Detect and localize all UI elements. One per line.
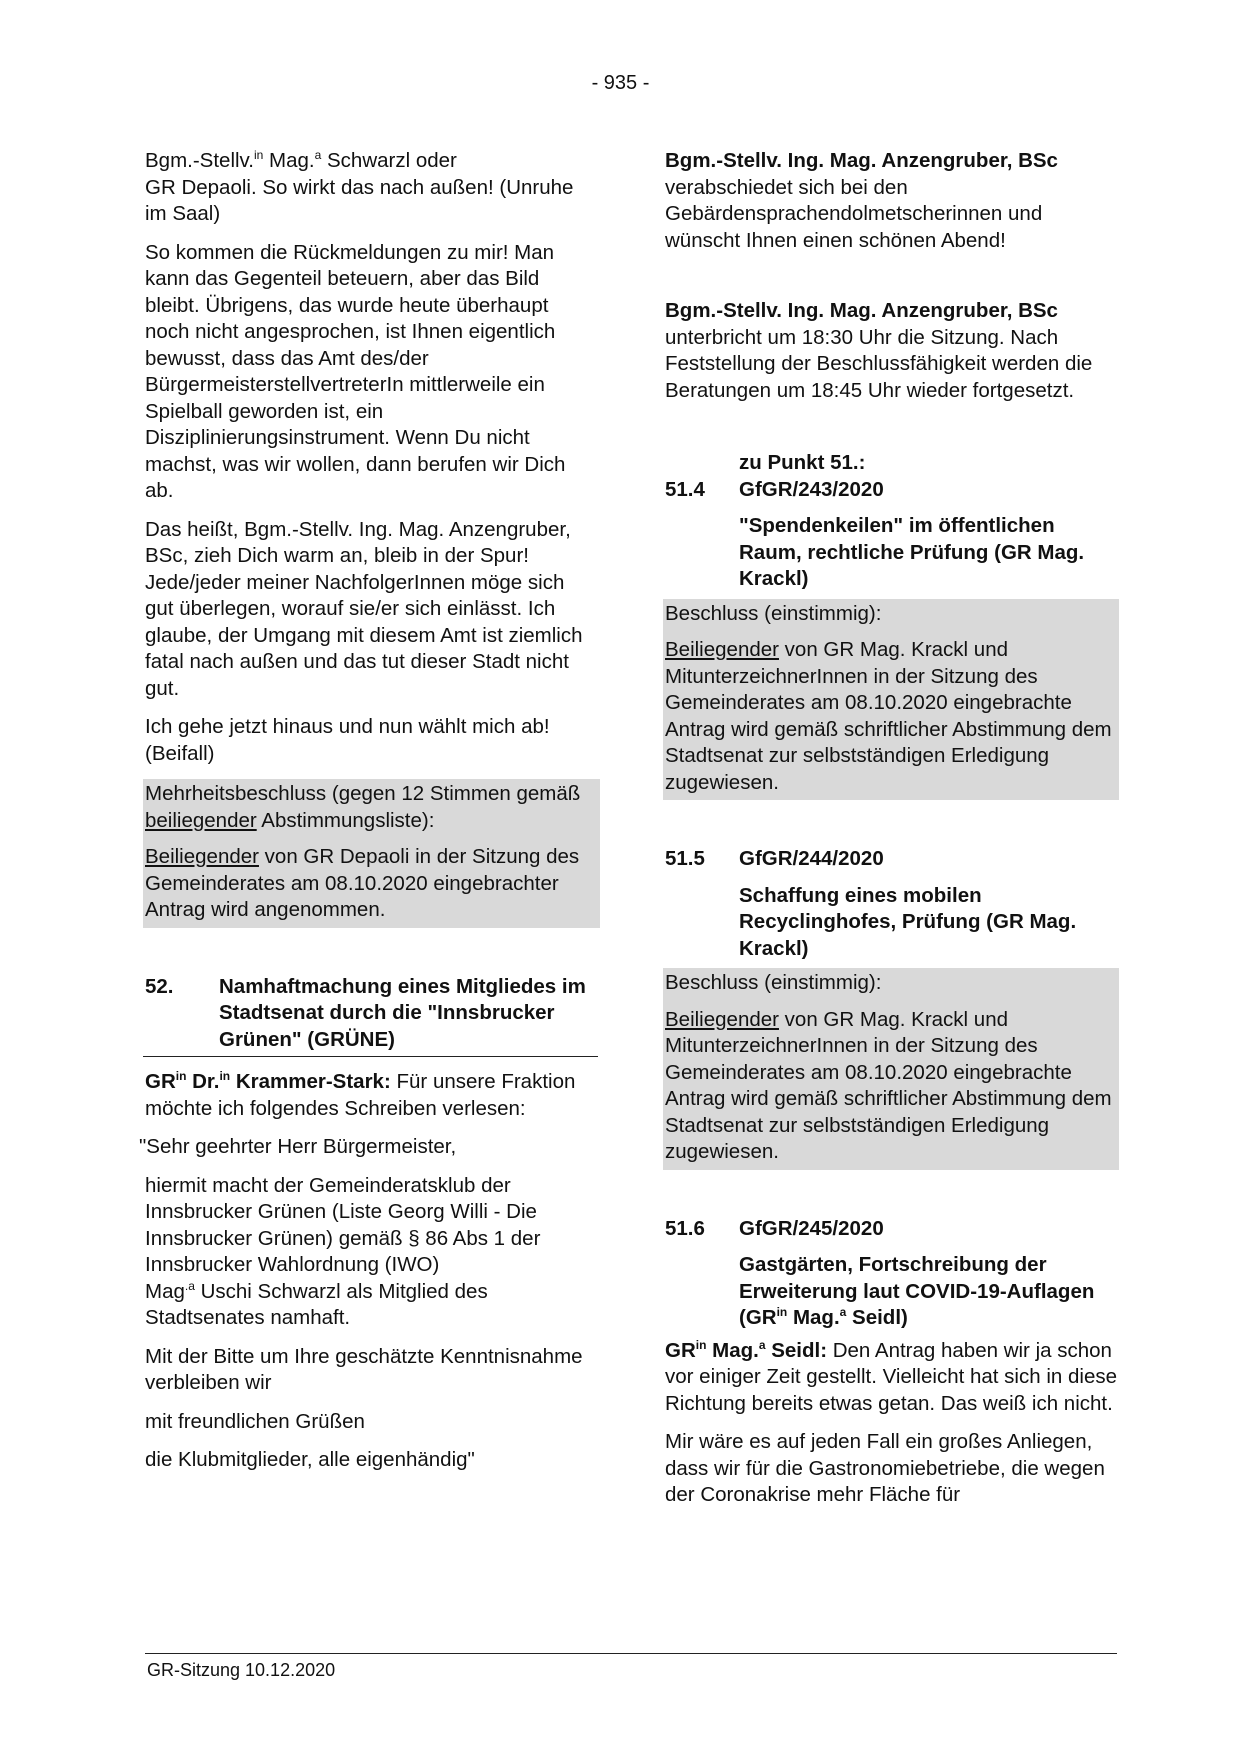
footer-session-date: GR-Sitzung 10.12.2020: [147, 1660, 336, 1680]
paragraph: Ich gehe jetzt hinaus und nun wählt mich ab! (Beifall): [145, 715, 550, 765]
speaker-paragraph: $GR^{in}$ Mag.$^a$ Seidl: Den Antrag haben wir ja schon vor einiger Zeit gestellt. Vielleicht hat sich in diese Richtung bereits etwas getan. Das weiß ich nicht.: [665, 1337, 1117, 1415]
letter-signature: die Klubmitglieder, alle eigenhändig": [145, 1448, 475, 1471]
agenda-item-52-heading: [143, 974, 598, 1058]
agenda-item-code: GfGR/245/2020: [739, 1216, 884, 1240]
decision-result: Beiliegender von GR Mag. Krackl und MitunterzeichnerInnen in der Sitzung des Gemeinderates am 08.10.2020 eingebrachte Antrag wird gemäß schriftlicher Abstimmung dem Stadtsenat zur selbstständigen Erledigung zugewiesen.: [665, 1007, 1112, 1163]
speaker-name: Bgm.-Stellv. Ing. Mag. Anzengruber, BSc: [665, 149, 1058, 172]
footer-divider: [145, 1653, 1117, 1654]
agenda-item-number: 52.: [145, 974, 174, 998]
left-column: [139, 148, 598, 1486]
speaker-name: Bgm.-Stellv. Ing. Mag. Anzengruber, BSc: [665, 299, 1058, 322]
decision-label: Beschluss (einstimmig):: [665, 601, 882, 625]
letter-paragraph: Mit der Bitte um Ihre geschätzte Kenntnisnahme verbleiben wir: [145, 1344, 583, 1394]
right-column: [665, 148, 1117, 1521]
speaker-name: $GR^{in}$ Dr.$^{in}$ Krammer-Stark:: [145, 1069, 391, 1093]
decision-result: Beiliegender von GR Depaoli in der Sitzung des Gemeinderates am 08.10.2020 eingebrachter Antrag wird angenommen.: [145, 845, 580, 921]
agenda-item-title: Schaffung eines mobilen Recyclinghofes, Prüfung (GR Mag. Krackl): [739, 883, 1077, 960]
paragraph: Bgm.-Stellv. Ing. Mag. Anzengruber, BSc unterbricht um 18:30 Uhr die Sitzung. Nach Feststellung der Beschlussfähigkeit werden die Beratungen um 18:45 Uhr wieder fortgesetzt.: [665, 299, 1093, 402]
decision-box: [143, 779, 600, 928]
paragraph: Mir wäre es auf jeden Fall ein großes Anliegen, dass wir für die Gastronomiebetriebe, die wegen der Coronakrise mehr Fläche für: [665, 1430, 1105, 1506]
decision-box: [663, 599, 1119, 801]
speaker-paragraph: $GR^{in}$ Dr.$^{in}$ Krammer-Stark: Für unsere Fraktion möchte ich folgendes Schreiben verlesen:: [145, 1069, 576, 1120]
agenda-item-51-6-heading: [665, 1216, 1117, 1243]
agenda-item-code: GfGR/244/2020: [739, 847, 884, 870]
speaker-name: $GR^{in}$ Mag.$^a$ Seidl:: [665, 1337, 828, 1362]
paragraph: Bgm.-Stellv.$^{in}$ Mag.$^a$ Schwarzl oder GR Depaoli. So wirkt das nach außen! (Unruhe im Saal): [145, 148, 574, 225]
page-number: - 935 -: [591, 72, 650, 94]
decision-result: Beiliegender von GR Mag. Krackl und MitunterzeichnerInnen in der Sitzung des Gemeinderates am 08.10.2020 eingebrachte Antrag wird gemäß schriftlicher Abstimmung dem Stadtsenat zur selbstständigen Erledigung zugewiesen.: [665, 638, 1112, 794]
agenda-item-number: 51.4: [665, 477, 705, 501]
agenda-item-title: Gastgärten, Fortschreibung der Erweiterung laut COVID-19-Auflagen ($GR^{in}$ Mag.$^a$ Seidl): [739, 1253, 1095, 1329]
agenda-item-reference: zu Punkt 51.:: [739, 451, 866, 474]
agenda-item-code: GfGR/243/2020: [739, 477, 884, 501]
paragraph: So kommen die Rückmeldungen zu mir! Man kann das Gegenteil beteuern, aber das Bild bleibt. Übrigens, das wurde heute überhaupt noch nicht angesprochen, ist Ihnen eigentlich bewusst, dass das Amt des/der BürgermeisterstellvertreterIn mittlerweile ein Spielball geworden ist, ein Disziplinierungsinstrument. Wenn Du nicht machst, was wir wollen, dann berufen wir Dich ab.: [145, 240, 566, 502]
letter-salutation: "Sehr geehrter Herr Bürgermeister,: [139, 1135, 457, 1158]
agenda-item-51-5-heading: [665, 846, 1117, 873]
agenda-item-51-4-heading: [665, 450, 1117, 503]
letter-closing: mit freundlichen Grüßen: [145, 1409, 365, 1433]
paragraph: Das heißt, Bgm.-Stellv. Ing. Mag. Anzengruber, BSc, zieh Dich warm an, bleib in der Spur! Jede/jeder meiner NachfolgerInnen möge sich gut überlegen, worauf sie/er sich einlässt. Ich glaube, der Umgang mit diesem Amt ist ziemlich fatal nach außen und das tut dieser Stadt nicht gut.: [145, 517, 583, 700]
agenda-item-title: "Spendenkeilen" im öffentlichen Raum, rechtliche Prüfung (GR Mag. Krackl): [739, 514, 1085, 590]
paragraph: Bgm.-Stellv. Ing. Mag. Anzengruber, BSc verabschiedet sich bei den Gebärdensprachendolmetscherinnen und wünscht Ihnen einen schönen Abend!: [665, 149, 1058, 252]
decision-label: Beschluss (einstimmig):: [665, 971, 882, 994]
agenda-item-number: 51.6: [665, 1216, 705, 1240]
decision-box: [663, 968, 1119, 1170]
agenda-item-title: Namhaftmachung eines Mitgliedes im Stadtsenat durch die "Innsbrucker Grünen" (GRÜNE): [219, 974, 586, 1051]
letter-paragraph: hiermit macht der Gemeinderatsklub der Innsbrucker Grünen (Liste Georg Willi - Die Innsbrucker Grünen) gemäß § 86 Abs 1 der Innsbrucker Wahlordnung (IWO) Mag$^{.a}$ Uschi Schwarzl als Mitglied des Stadtsenates namhaft.: [145, 1173, 541, 1329]
decision-label: Mehrheitsbeschluss (gegen 12 Stimmen gemäß beiliegender Abstimmungsliste):: [145, 782, 581, 832]
agenda-item-number: 51.5: [665, 847, 705, 870]
